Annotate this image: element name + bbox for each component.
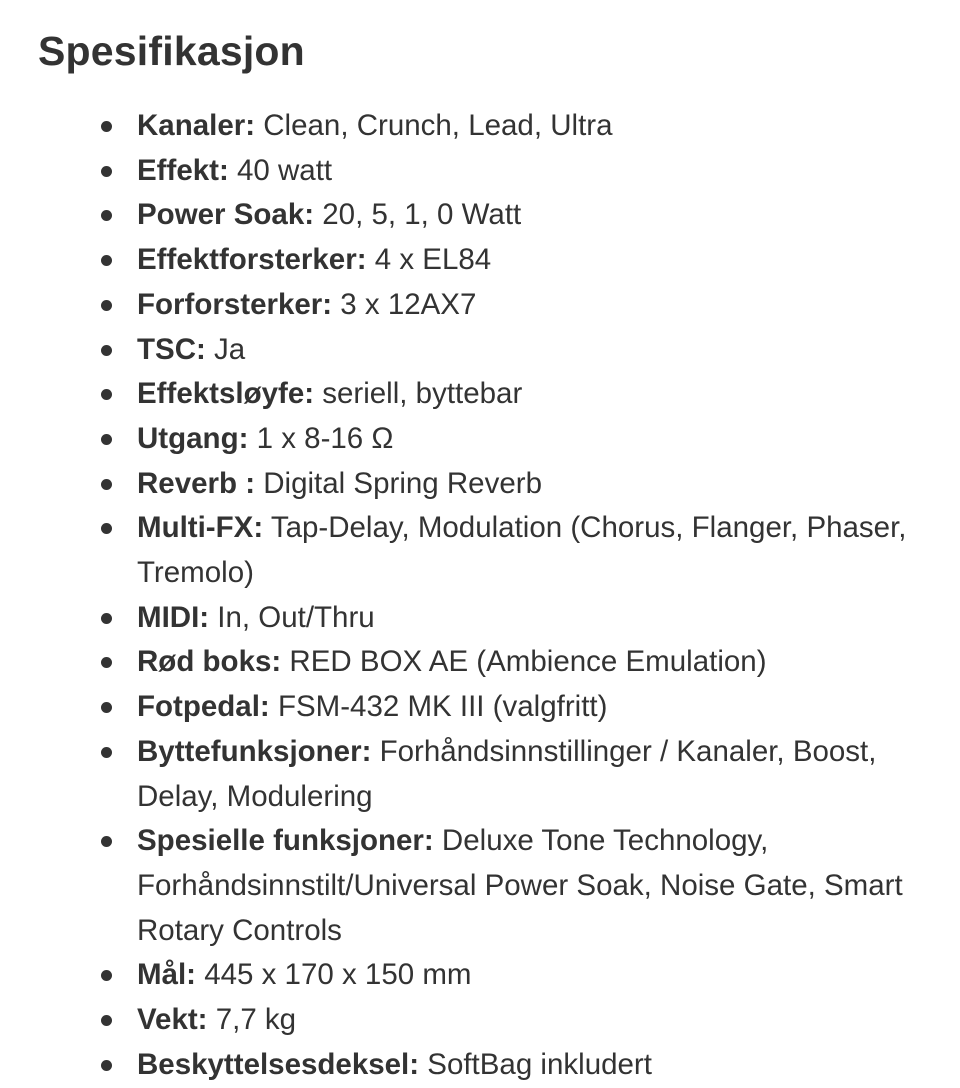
spec-item-forforsterker: [137, 283, 927, 328]
spec-value: 445 x 170 x 150 mm: [196, 958, 472, 992]
spec-list: [137, 104, 927, 1087]
spec-value: Deluxe Tone Technology, Forhåndsinnstilt/Universal Power Soak, Noise Gate, Smart Rotary Controls: [137, 824, 903, 947]
spec-item-effektforsterker: [137, 238, 927, 283]
spec-label: Forforsterker:: [137, 287, 333, 321]
spec-label: Effektforsterker:: [137, 243, 367, 277]
spec-item-vekt: [137, 998, 927, 1043]
spec-label: Power Soak:: [137, 198, 315, 232]
spec-item-kanaler: [137, 104, 927, 149]
spec-label: Kanaler:: [137, 109, 256, 142]
spec-value: 40 watt: [228, 153, 333, 187]
spec-label: Fotpedal:: [137, 690, 270, 724]
spec-label: Rød boks:: [137, 645, 282, 679]
spec-label: MIDI:: [137, 600, 210, 634]
spec-item-utgang: [137, 417, 927, 462]
spec-value: 4 x EL84: [366, 243, 492, 277]
spec-item-multi-fx: [137, 506, 927, 595]
spec-label: Reverb :: [137, 466, 256, 500]
spec-value: Tap-Delay, Modulation (Chorus, Flanger, Phaser, Tremolo): [137, 511, 907, 590]
spec-item-mal: [137, 953, 927, 998]
spec-value: Ja: [205, 332, 246, 366]
spec-value: Forhåndsinnstillinger / Kanaler, Boost, Delay, Modulering: [137, 734, 877, 813]
spec-item-effekt: [137, 149, 927, 194]
spec-item-spesielle-funksjoner: [137, 819, 927, 953]
spec-value: 20, 5, 1, 0 Watt: [314, 198, 522, 232]
spec-value: seriell, byttebar: [314, 377, 523, 411]
spec-label: Effektsløyfe:: [137, 377, 315, 411]
spec-label: Effekt:: [137, 153, 229, 187]
spec-item-fotpedal: [137, 685, 927, 730]
spec-item-beskyttelsesdeksel: [137, 1043, 927, 1088]
spec-item-power-soak: [137, 193, 927, 238]
spec-item-midi: [137, 596, 927, 641]
spec-value: Digital Spring Reverb: [255, 466, 542, 500]
spec-item-byttefunksjoner: [137, 730, 927, 819]
spec-label: Multi-FX:: [137, 511, 264, 545]
spec-label: Byttefunksjoner:: [137, 734, 372, 768]
spec-label: Beskyttelsesdeksel:: [137, 1047, 420, 1081]
spec-value: FSM-432 MK III (valgfritt): [269, 690, 608, 724]
spec-value: 1 x 8-16 Ω: [248, 421, 394, 455]
spec-value: RED BOX AE (Ambience Emulation): [281, 645, 767, 679]
spec-item-rod-boks: [137, 640, 927, 685]
spec-item-effektsloyfe: [137, 372, 927, 417]
section-heading: Spesifikasjon: [38, 28, 305, 74]
spec-label: Utgang:: [137, 421, 249, 455]
spec-item-reverb: [137, 462, 927, 507]
spec-value: 3 x 12AX7: [332, 287, 477, 321]
spec-label: Mål:: [137, 958, 196, 992]
spec-value: In, Out/Thru: [209, 600, 375, 634]
spec-value: 7,7 kg: [207, 1003, 297, 1037]
spec-item-tsc: [137, 328, 927, 373]
spec-label: TSC:: [137, 332, 206, 366]
spec-value: Clean, Crunch, Lead, Ultra: [255, 109, 613, 142]
spec-value: SoftBag inkludert: [419, 1047, 652, 1081]
spec-label: Spesielle funksjoner:: [137, 824, 434, 858]
spec-label: Vekt:: [137, 1003, 208, 1037]
